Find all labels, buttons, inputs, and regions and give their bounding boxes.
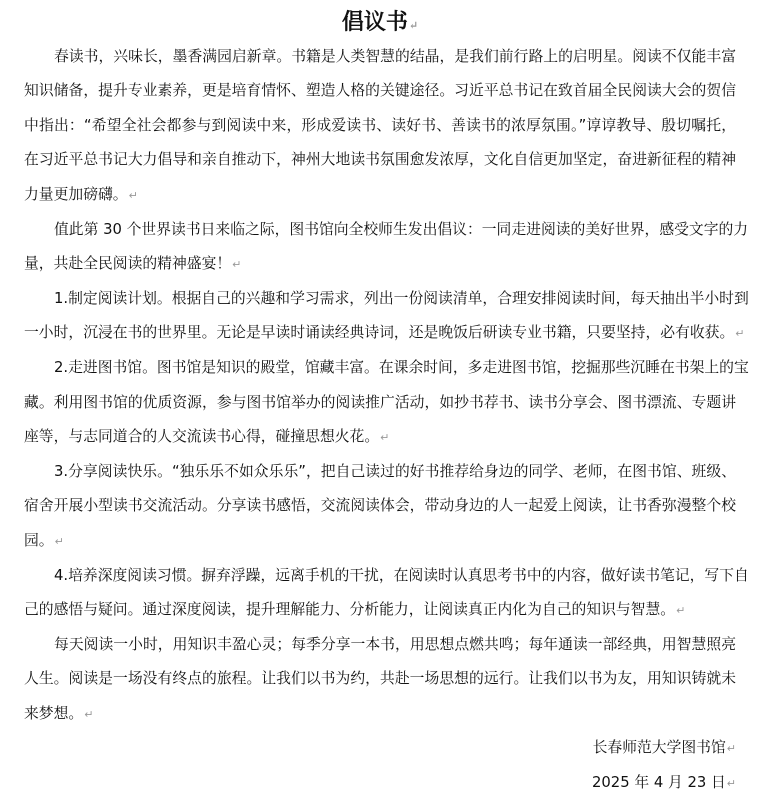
line-text: 中指出：“希望全社会都参与到阅读中来，形成爱读书、读好书、善读书的浓厚氛围。”谆谆教导、殷切嘱托，	[24, 116, 736, 134]
paragraph-mark-icon: ↵	[54, 534, 64, 548]
paragraph-mark-icon: ↵	[84, 707, 94, 721]
date-text: 2025 年 4 月 23 日	[591, 774, 726, 792]
paragraph-line	[24, 316, 745, 351]
paragraph-mark-icon: ↵	[380, 431, 390, 445]
signature-text: 长春师范大学图书馆	[592, 739, 726, 757]
date	[24, 766, 736, 801]
paragraph	[24, 351, 749, 455]
paragraph	[24, 628, 736, 732]
line-text: 每天阅读一小时，用知识丰盈心灵；每季分享一本书，用思想点燃共鸣；每年通读一部经典，用智慧照亮	[54, 635, 736, 653]
line-text: 藏。利用图书馆的优质资源，参与图书馆举办的阅读推广活动，如抄书荐书、读书分享会、图书漂流、专题讲	[24, 393, 736, 411]
paragraph	[24, 559, 749, 628]
paragraph-line	[24, 420, 736, 455]
line-text: 在习近平总书记大力倡导和亲自推动下，神州大地读书氛围愈发浓厚，文化自信更加坚定，奋进新征程的精神	[24, 151, 736, 169]
paragraph-line	[24, 282, 749, 317]
paragraph-line	[24, 455, 736, 490]
line-text: 春读书，兴味长，墨香满园启新章。书籍是人类智慧的结晶，是我们前行路上的启明星。阅读不仅能丰富	[54, 47, 736, 65]
document-body	[24, 40, 749, 732]
signature	[24, 731, 736, 766]
line-text: 己的感悟与疑问。通过深度阅读，提升理解能力、分析能力，让阅读真正内化为自己的知识与智慧。	[24, 601, 676, 619]
line-text: 值此第 30 个世界读书日来临之际，图书馆向全校师生发出倡议：一同走进阅读的美好世界，感受文字的力	[54, 220, 749, 238]
paragraph-line	[24, 524, 736, 559]
line-text: 宿舍开展小型读书交流活动。分享读书感悟，交流阅读体会，带动身边的人一起爱上阅读，让书香弥漫整个校	[24, 497, 736, 515]
paragraph	[24, 455, 736, 559]
paragraph-line	[24, 386, 736, 421]
paragraph-mark-icon: ↵	[232, 258, 242, 272]
paragraph-line	[24, 178, 736, 213]
paragraph	[24, 40, 736, 213]
paragraph-line	[24, 213, 749, 248]
line-text: 座等，与志同道合的人交流读书心得，碰撞思想火花。	[24, 428, 380, 446]
line-text: 4.培养深度阅读习惯。摒弃浮躁，远离手机的干扰，在阅读时认真思考书中的内容，做好读书笔记，写下自	[54, 566, 749, 584]
paragraph	[24, 213, 749, 282]
line-text: 知识储备，提升专业素养，更是培育情怀、塑造人格的关键途径。习近平总书记在致首届全民阅读大会的贺信	[24, 82, 736, 100]
line-text: 量，共赴全民阅读的精神盛宴！	[24, 255, 232, 273]
title-text: 倡议书	[341, 9, 408, 35]
paragraph-mark-icon: ↵	[128, 188, 138, 202]
paragraph-mark-icon: ↵	[408, 19, 419, 32]
paragraph-line	[24, 143, 736, 178]
document-title	[24, 5, 736, 40]
line-text: 3.分享阅读快乐。“独乐乐不如众乐乐”，把自己读过的好书推荐给身边的同学、老师，在图书馆、班级、	[54, 462, 736, 480]
line-text: 2.走进图书馆。图书馆是知识的殿堂，馆藏丰富。在课余时间，多走进图书馆，挖掘那些沉睡在书架上的宝	[54, 358, 749, 376]
paragraph-line	[24, 559, 749, 594]
line-text: 园。	[24, 531, 54, 549]
paragraph-line	[24, 593, 736, 628]
paragraph-mark-icon: ↵	[676, 604, 686, 618]
paragraph-line	[24, 697, 736, 732]
line-text: 一小时，沉浸在书的世界里。无论是早读时诵读经典诗词，还是晚饭后研读专业书籍，只要坚持，必有收获。	[24, 324, 735, 342]
document-page	[24, 5, 749, 801]
line-text: 来梦想。	[24, 704, 84, 722]
paragraph-line	[24, 628, 736, 663]
paragraph-line	[24, 74, 736, 109]
line-text: 力量更加磅礴。	[24, 185, 128, 203]
paragraph	[24, 282, 749, 351]
paragraph-mark-icon: ↵	[726, 777, 736, 791]
line-text: 人生。阅读是一场没有终点的旅程。让我们以书为约，共赴一场思想的远行。让我们以书为友，用知识铸就未	[24, 670, 736, 688]
paragraph-line	[24, 247, 736, 282]
paragraph-line	[24, 40, 736, 75]
paragraph-line	[24, 351, 749, 386]
paragraph-mark-icon: ↵	[726, 742, 736, 756]
paragraph-line	[24, 489, 736, 524]
paragraph-line	[24, 662, 736, 697]
paragraph-mark-icon: ↵	[735, 327, 745, 341]
line-text: 1.制定阅读计划。根据自己的兴趣和学习需求，列出一份阅读清单，合理安排阅读时间，每天抽出半小时到	[54, 289, 749, 307]
paragraph-line	[24, 109, 736, 144]
